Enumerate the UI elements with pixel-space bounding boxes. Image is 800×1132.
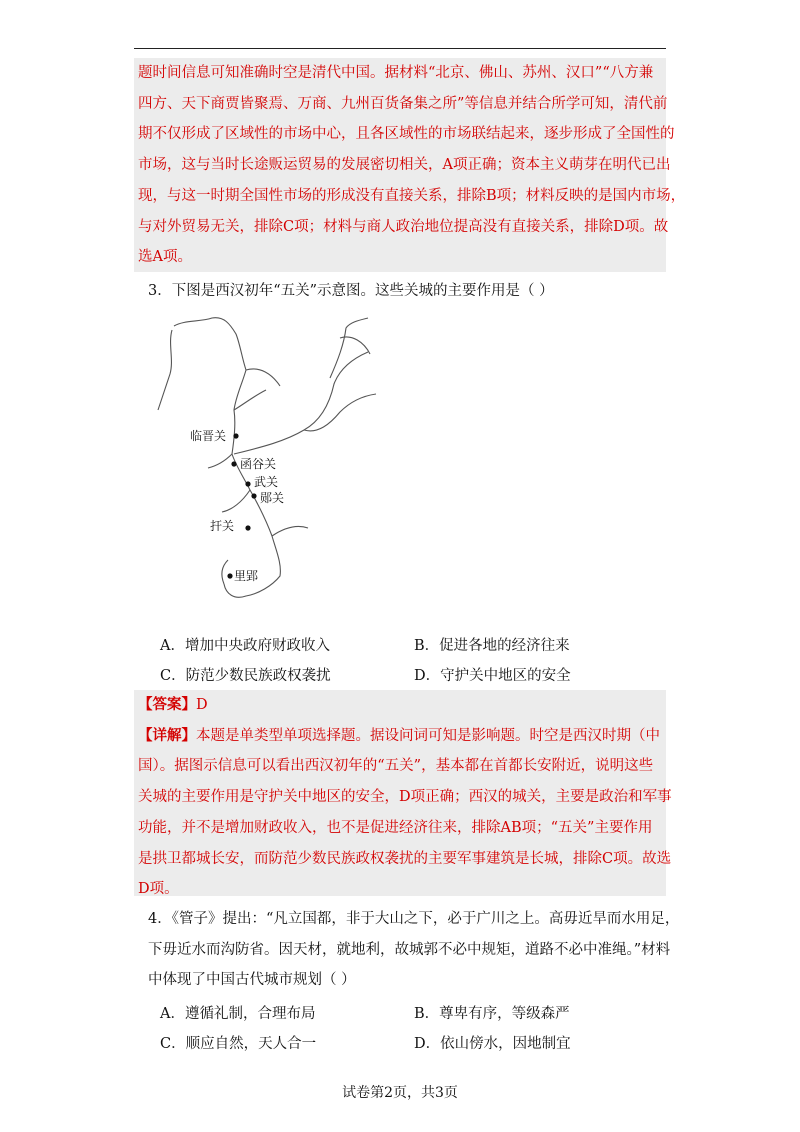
analysis-line: 现，与这一时期全国性市场的形成没有直接关系，排除B项；材料反映的是国内市场， xyxy=(138,187,686,204)
river-east-2 xyxy=(304,394,376,431)
detail-line: D项。 xyxy=(138,881,179,898)
linjin-label: 临晋关 xyxy=(190,429,227,443)
question-4-stem xyxy=(148,904,679,996)
zhuying-label: 里郢 xyxy=(234,569,259,583)
river-sw xyxy=(222,560,228,584)
option-b[interactable]: B．促进各地的经济往来 xyxy=(414,638,570,654)
q4-option-d[interactable]: D．依山傍水，因地制宜 xyxy=(414,1036,571,1052)
question-3-stem xyxy=(148,276,554,307)
answer-block xyxy=(134,690,672,898)
detail-text: 本题是单类型单项选择题。据设问词可知是影响题。时空是西汉时期（中 xyxy=(196,727,660,744)
river-west xyxy=(158,330,172,410)
river-south-2 xyxy=(272,526,308,536)
question-4-line: 下毋近水而沟防省。因天材，就地利，故城郭不必中规矩，道路不必中准绳。”材料 xyxy=(148,941,671,958)
question-4-line: 中体现了中国古代城市规划（ ） xyxy=(148,972,356,989)
analysis-line: 四方、天下商贾皆聚焉、万商、九州百货备集之所”等信息并结合所学可知，清代前 xyxy=(138,95,668,112)
q4-option-c[interactable]: C．顺应自然，天人合一 xyxy=(160,1036,317,1052)
option-d[interactable]: D．守护关中地区的安全 xyxy=(414,668,571,684)
river-central xyxy=(208,454,232,468)
hanguan-dot xyxy=(245,525,250,530)
option-c[interactable]: C．防范少数民族政权袭扰 xyxy=(160,668,331,684)
five-passes-map xyxy=(154,314,394,610)
river-east xyxy=(234,352,368,454)
yunguan-label: 郧关 xyxy=(260,491,285,505)
detail-line: 功能，并不是增加财政收入，也不是促进经济往来，排除AB项；“五关”主要作用 xyxy=(138,819,653,836)
detail-line xyxy=(138,721,662,752)
hanguan-label: 扞关 xyxy=(210,519,235,533)
detail-line: 是拱卫都城长安，而防范少数民族政权袭扰的主要军事建筑是长城，排除C项。故选 xyxy=(138,850,672,867)
question-3-text: 3．下图是西汉初年“五关”示意图。这些关城的主要作用是（ ） xyxy=(148,283,554,299)
hangu-dot xyxy=(231,461,236,466)
river-lake xyxy=(340,337,370,354)
q4-option-a[interactable]: A．遵循礼制，合理布局 xyxy=(160,1006,316,1022)
analysis-line: 与对外贸易无关，排除C项；材料与商人政治地位提高没有直接关系，排除D项。故 xyxy=(138,218,669,235)
river-northeast xyxy=(330,318,368,378)
river-branch-1 xyxy=(246,369,280,386)
answer-line xyxy=(138,690,662,721)
linjin-dot xyxy=(233,433,238,438)
analysis-line: 市场，这与当时长途贩运贸易的发展密切相关，A项正确；资本主义萌芽在明代已出 xyxy=(138,157,671,174)
zhuying-dot xyxy=(227,573,232,578)
wuguan-dot xyxy=(245,481,250,486)
wuguan-label: 武关 xyxy=(254,475,279,489)
detail-line: 国）。据图示信息可以看出西汉初年的“五关”，基本都在首都长安附近，说明这些 xyxy=(138,758,654,775)
option-a[interactable]: A．增加中央政府财政收入 xyxy=(160,638,330,654)
previous-analysis xyxy=(134,58,686,272)
detail-line: 关城的主要作用是守护关中地区的安全，D项正确；西汉的城关，主要是政治和军事 xyxy=(138,789,672,806)
page-footer: 试卷第2页，共3页 xyxy=(342,1085,458,1101)
answer-value: D xyxy=(196,697,208,713)
analysis-line: 选A项。 xyxy=(138,249,192,266)
q4-option-b[interactable]: B．尊卑有序，等级森严 xyxy=(414,1006,570,1022)
analysis-line: 题时间信息可知准确时空是清代中国。据材料“北京、佛山、苏州、汉口”“八方兼 xyxy=(138,65,654,81)
hangu-label: 函谷关 xyxy=(240,457,277,471)
yunguan-dot xyxy=(251,493,256,498)
river-south xyxy=(222,490,250,512)
analysis-line: 期不仅形成了区域性的市场中心，且各区域性的市场联结起来，逐步形成了全国性的 xyxy=(138,126,675,143)
detail-label: 【详解】 xyxy=(138,726,196,744)
top-rule xyxy=(134,48,666,49)
question-4-line: 4．《管子》提出：“凡立国都，非于大山之下，必于广川之上。高毋近旱而水用足， xyxy=(148,911,680,927)
answer-label: 【答案】 xyxy=(138,696,196,713)
